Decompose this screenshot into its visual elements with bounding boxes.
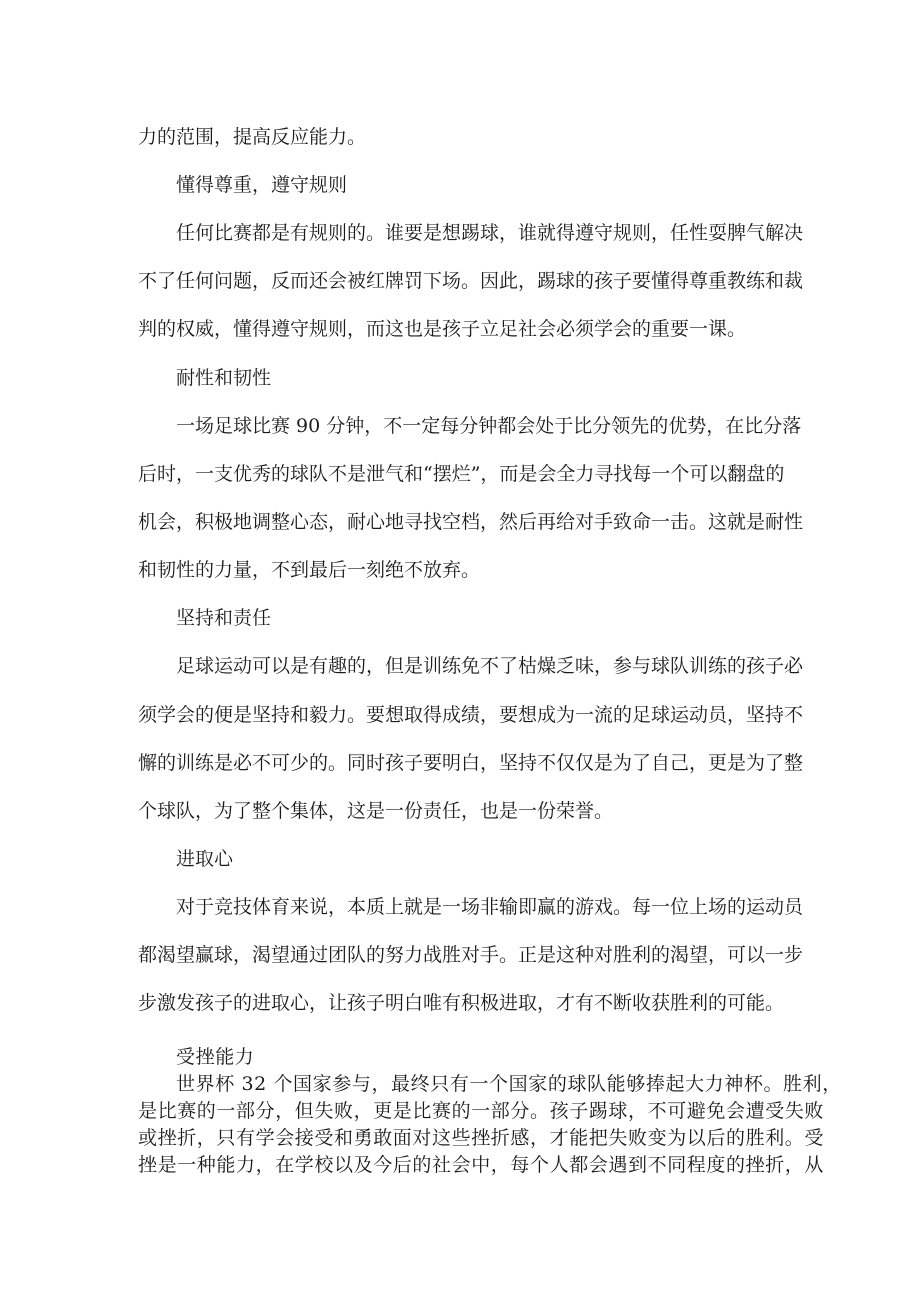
text-line: 懈的训练是必不可少的。同时孩子要明白，坚持不仅仅是为了自己，更是为了整 xyxy=(138,752,804,774)
text-line: 个球队，为了整个集体，这是一份责任，也是一份荣誉。 xyxy=(138,800,614,822)
text-line: 或挫折，只有学会接受和勇敢面对这些挫折感，才能把失败变为以后的胜利。受 xyxy=(138,1127,825,1149)
text-line: 不了任何问题，反而还会被红牌罚下场。因此，踢球的孩子要懂得尊重教练和裁 xyxy=(138,270,804,292)
text-line: 世界杯 32 个国家参与，最终只有一个国家的球队能够捧起大力神杯。胜利， xyxy=(176,1073,842,1095)
text-line: 须学会的便是坚持和毅力。要想取得成绩，要想成为一流的足球运动员，坚持不 xyxy=(138,704,804,726)
text-line: 是比赛的一部分，但失败，更是比赛的一部分。孩子踢球，不可避免会遭受失败 xyxy=(138,1100,825,1122)
text-line: 和韧性的力量，不到最后一刻绝不放弃。 xyxy=(138,559,481,581)
text-line: 任何比赛都是有规则的。谁要是想踢球，谁就得遵守规则，任性耍脾气解决 xyxy=(176,222,804,244)
text-line: 对于竞技体育来说，本质上就是一场非输即赢的游戏。每一位上场的运动员 xyxy=(176,896,804,918)
text-line: 后时，一支优秀的球队不是泄气和“摆烂”，而是会全力寻找每一个可以翻盘的 xyxy=(138,463,785,485)
text-line: 足球运动可以是有趣的，但是训练免不了枯燥乏味，参与球队训练的孩子必 xyxy=(176,655,804,677)
section-heading-patience-tenacity: 耐性和韧性 xyxy=(176,367,272,389)
text-line: 挫是一种能力，在学校以及今后的社会中，每个人都会遇到不同程度的挫折，从 xyxy=(138,1154,825,1176)
text-line: 步激发孩子的进取心，让孩子明白唯有积极进取，才有不断收获胜利的可能。 xyxy=(138,992,785,1014)
section-heading-frustration-tolerance: 受挫能力 xyxy=(176,1046,255,1068)
text-line: 判的权威，懂得遵守规则，而这也是孩子立足社会必须学会的重要一课。 xyxy=(138,318,747,340)
text-line: 一场足球比赛 90 分钟，不一定每分钟都会处于比分领先的优势，在比分落 xyxy=(176,415,802,437)
section-heading-respect-rules: 懂得尊重，遵守规则 xyxy=(176,174,348,196)
text-line: 机会，积极地调整心态，耐心地寻找空档，然后再给对手致命一击。这就是耐性 xyxy=(138,511,804,533)
text-line: 都渴望赢球，渴望通过团队的努力战胜对手。正是这种对胜利的渴望，可以一步 xyxy=(138,944,804,966)
section-heading-persistence-responsibility: 坚持和责任 xyxy=(176,607,272,629)
section-heading-enterprise: 进取心 xyxy=(176,848,234,870)
text-line: 力的范围，提高反应能力。 xyxy=(138,126,367,148)
